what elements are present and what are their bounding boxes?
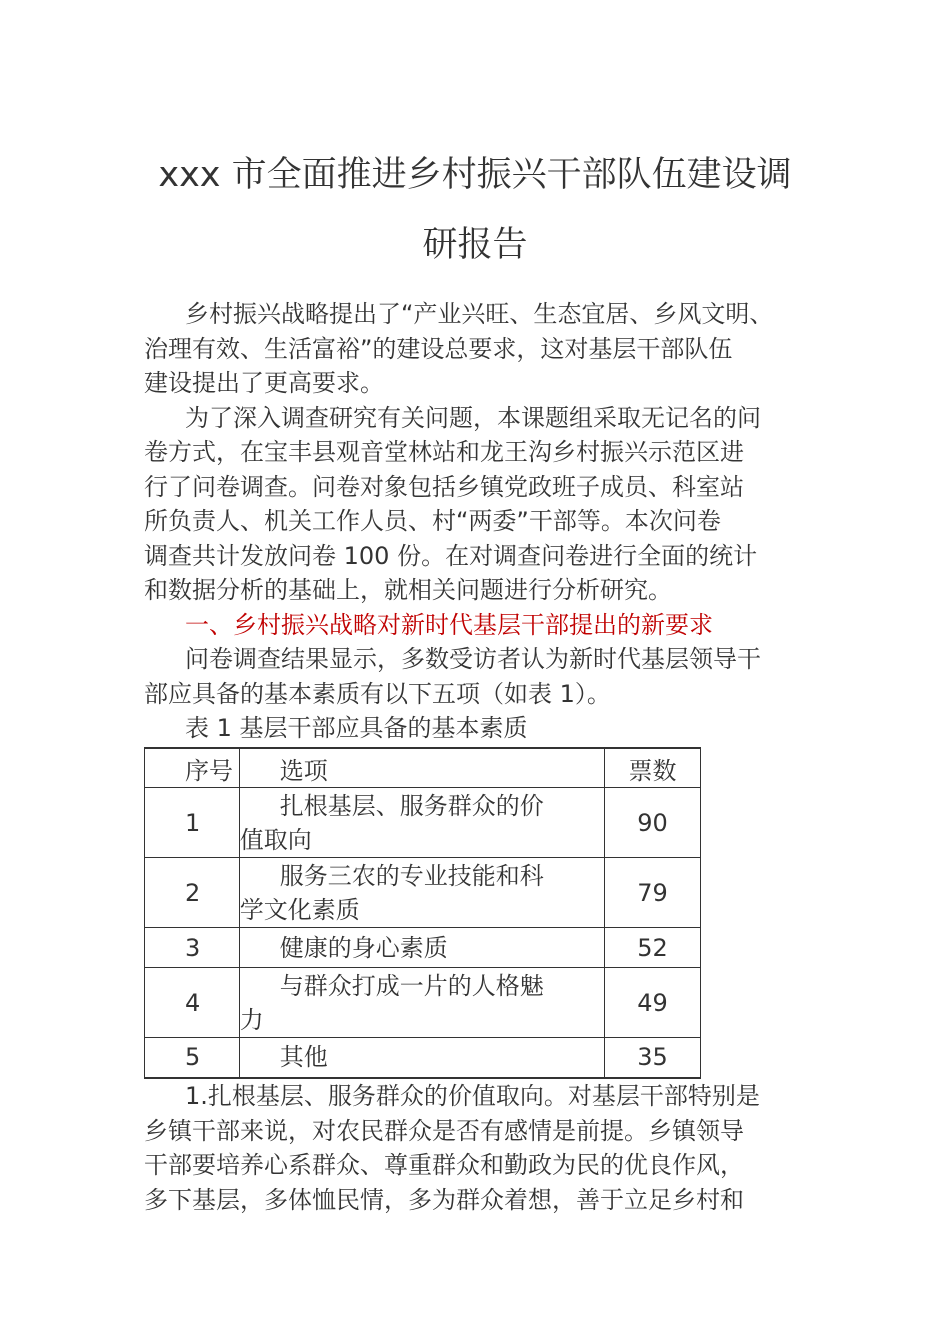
option-line: 服务三农的专业技能和科 [279,861,544,890]
row-votes: 35 [604,1038,700,1078]
row-option [239,968,604,1038]
text-line: 1.扎根基层、服务群众的价值取向。对基层干部特别是 [185,1082,760,1110]
row-index: 3 [145,928,240,968]
section-heading: 一、乡村振兴战略对新时代基层干部提出的新要求 [185,610,713,639]
text-line: 卷方式，在宝丰县观音堂林站和龙王沟乡村振兴示范区进 [144,438,744,466]
option-line: 学文化素质 [239,895,360,924]
row-index: 5 [145,1038,240,1078]
document-title-line-1: xxx 市全面推进乡村振兴干部队伍建设调 [158,155,792,195]
row-option [239,788,604,858]
row-votes: 52 [604,928,700,968]
header-index: 序号 [145,748,240,788]
row-index: 4 [145,968,240,1038]
option-line: 与群众打成一片的人格魅 [279,971,544,1000]
text-line: 建设提出了更高要求。 [144,369,384,397]
text-line: 调查共计发放问卷 100 份。在对调查问卷进行全面的统计 [144,541,758,570]
text-line: 行了问卷调查。问卷对象包括乡镇党政班子成员、科室站 [144,472,744,501]
text-line: 干部要培养心系群众、尊重群众和勤政为民的优良作风， [144,1151,744,1179]
option-line: 值取向 [239,825,312,854]
option-line: 其他 [279,1043,328,1072]
option-line: 扎根基层、服务群众的价 [279,791,544,820]
row-votes: 49 [604,968,700,1038]
option-line: 健康的身心素质 [279,933,448,962]
table-caption: 表 1 基层干部应具备的基本素质 [185,714,528,742]
text-line: 部应具备的基本素质有以下五项（如表 1）。 [144,679,611,708]
table-row [145,968,701,1038]
row-index: 1 [145,788,240,858]
document-title-line-2: 研报告 [422,225,528,265]
text-line: 为了深入调查研究有关问题，本课题组采取无记名的问 [185,403,761,432]
table-row [145,928,701,968]
text-line: 问卷调查结果显示，多数受访者认为新时代基层领导干 [185,645,761,673]
table-row [145,1038,701,1078]
text-line: 和数据分析的基础上，就相关问题进行分析研究。 [144,576,672,604]
intro-paragraphs [144,297,824,746]
after-table-paragraph [144,1079,824,1217]
text-line: 乡村振兴战略提出了“产业兴旺、生态宜居、乡风文明、 [185,300,774,328]
header-option: 选项 [239,748,604,788]
row-option [239,928,604,968]
text-line: 乡镇干部来说，对农民群众是否有感情是前提。乡镇领导 [144,1116,744,1145]
table-row [145,858,701,928]
text-line: 所负责人、机关工作人员、村“两委”干部等。本次问卷 [144,507,721,535]
row-option [239,858,604,928]
header-votes: 票数 [604,748,700,788]
row-votes: 79 [604,858,700,928]
row-option [239,1038,604,1078]
row-index: 2 [145,858,240,928]
option-line: 力 [239,1005,264,1034]
text-line: 多下基层，多体恤民情，多为群众着想，善于立足乡村和 [144,1185,744,1214]
basic-qualities-table [144,747,701,1079]
table-row [145,788,701,858]
table-header-row [145,748,701,788]
row-votes: 90 [604,788,700,858]
text-line: 治理有效、生活富裕”的建设总要求，这对基层干部队伍 [144,334,733,363]
